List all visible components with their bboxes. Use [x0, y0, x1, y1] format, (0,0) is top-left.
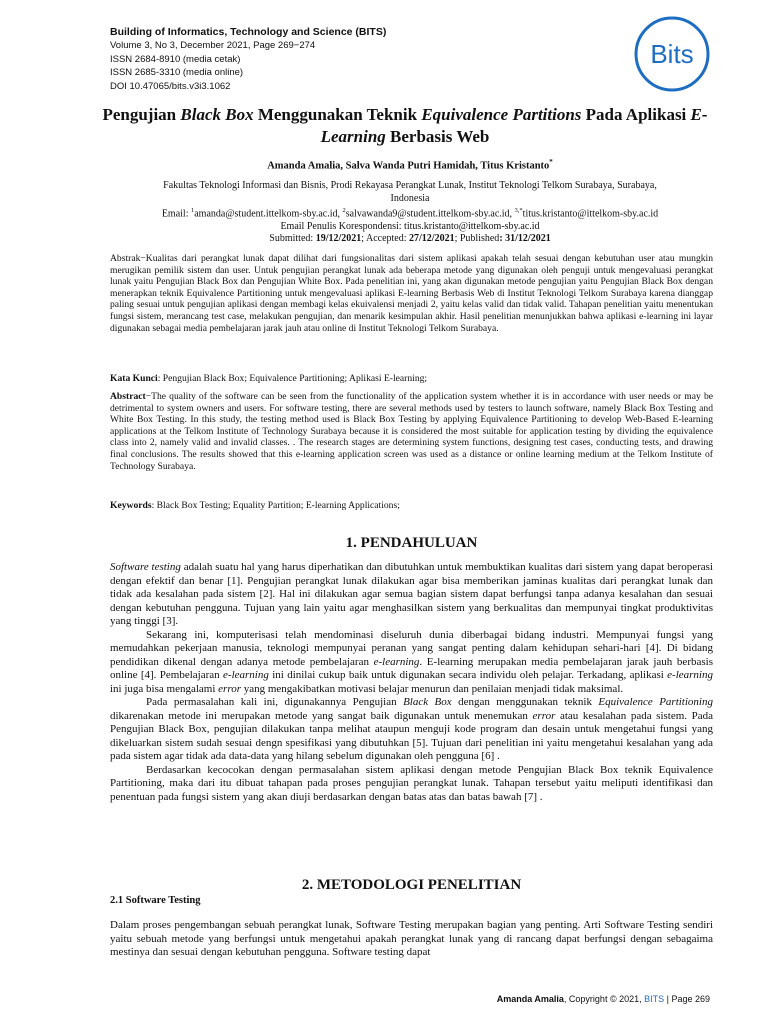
subsection-title: 2.1 Software Testing — [110, 895, 201, 906]
doi: DOI 10.47065/bits.v3i3.1062 — [110, 80, 231, 92]
authors: Amanda Amalia, Salva Wanda Putri Hamidah, Titus Kristanto* — [267, 158, 553, 172]
abstrak-paragraph: Abstrak−Kualitas dari perangkat lunak dapat dilihat dari fungsionalitas dari sistem aplikasi apakah telah sesuai dengan kebutuhan user atau mungkin merugikan pemilik sistem dan user. Untuk pengujian perangkat lunak ada beberapa metode yang digunakan oleh penguji untuk mengevaluasi perangkat lunak yaitu Pengujian Black Box dan Pengujian White Box. Pada penelitian ini, yang akan digunakan metode pengujian yaitu Pengujian Black Box dengan menerapkan teknik Equivalence Partitioning untuk mengevaluasi aplikasi E-learning Berbasis Web di Institut Teknologi Telkom Surabaya karena dianggap paling sesuai untuk pengujian aplikasi dengan membagi kelas ekuivalensi menjadi 2, yaitu kelas valid dan tidak valid. Tahapan penelitian yaitu menentukan fungsi sistem, merancang test case, melakukan pengujian, dan menarik kesimpulan akhir. Hasil penelitian menunjukkan bahwa aplikasi e-learning ini layar digunakan sebagai media pembelajaran jarak jauh atau online di Institut Teknologi Telkom Surabaya. — [110, 253, 713, 334]
paragraph: Dalam proses pengembangan sebuah perangkat lunak, Software Testing merupakan bagian yang penting. Arti Software Testing sendiri yaitu sebuah metode yang berfungsi untuk mengetahui apakah perangkat lunak yang di rancang dapat berfungsi dengan sebagaima mestinya dan sesuai dengan kebutuhan pengguna. Software testing dapat — [110, 919, 713, 958]
journal-name: Building of Informatics, Technology and Science (BITS) — [110, 26, 387, 38]
paragraph: Berdasarkan kecocokan dengan permasalahan sistem aplikasi dengan metode Pengujian Black Box teknik Equivalence Partitioning, maka dari itu dibuat tahapan pada proses pengujian perangkat lunak. Tahapan tersebut yaitu meliputi identifikasi dan penentuan pada fungsi sistem yang akan diuji berdasarkan dengan batas atas dan batas bawah [7] . — [110, 763, 713, 803]
paragraph: Software testing adalah suatu hal yang harus diperhatikan dan dibutuhkan untuk membuktikan kualitas dari sistem yang dapat beroperasi dengan efektif dan benar [1]. Pengujian perangkat lunak dilakukan agar bisa memberikan jaminas kualitas dari perangkat lunak dan tidak ada kesalahan pada sistem [2]. Hal ini dilakukan agar semua bagian sistem dapat berfungsi tanpa adanya kesalahan dan sesuai dengan kebutuhan pengguna. Tujuan yang lain yaitu agar menghasilkan sistem yang berkualitas dan mempunyai tingkat produktivitas yang tinggi [3]. — [110, 561, 713, 627]
author-emails: Email: $^1$amanda@student.ittelkom-sby.ac.id, $^2$salvawanda9@student.ittelkom-sby.ac.id, $^{3,*}$titus.kristanto@ittelkom-sby.ac.id — [161, 207, 659, 220]
journal-volume: Volume 3, No 3, December 2021, Page 269−274 — [110, 40, 316, 51]
section-pendahuluan-body — [110, 561, 713, 804]
page-footer: Amanda Amalia, Copyright © 2021, BITS | Page 269 — [496, 994, 710, 1004]
journal-header — [110, 25, 386, 93]
section-title-pendahuluan: 1. PENDAHULUAN — [345, 535, 478, 551]
paragraph: Pada permasalahan kali ini, digunakannya Pengujian Black Box dengan menggunakan teknik Equivalence Partitioning dikarenakan metode ini merupakan metode yang sangat baik digunakan untuk menemukan error atau kesalahan pada sistem. Pada Pengujian Black Box, pengujian dilakukan tanpa melihat ataupun menguji kode program dan desain untuk mengetahui fungsi yang dikeluarkan sistem sudah sesuai dengn spesifikasi yang dibutuhkan [5]. Tujuan dari penelitian ini yaitu mengetahui kesalahan yang ada pada sistem agar tidak ada data-data yang hilang sebelum digunakan oleh pengguna [6] . — [110, 696, 713, 762]
issn-print: ISSN 2684-8910 (media cetak) — [110, 53, 241, 65]
issn-online: ISSN 2685-3310 (media online) — [110, 67, 244, 79]
keywords: Keywords: Black Box Testing; Equality Partition; E-learning Applications; — [110, 500, 400, 511]
bits-logo — [633, 15, 711, 93]
submission-dates: Submitted: 19/12/2021; Accepted: 27/12/2021; Published: 31/12/2021 — [269, 233, 551, 245]
affiliation-country: Indonesia — [390, 192, 430, 204]
paper-title: Pengujian Black Box Menggunakan Teknik Equivalence Partitions Pada Aplikasi E-Learning Berbasis Web — [102, 105, 708, 146]
affiliation-line: Fakultas Teknologi Informasi dan Bisnis, Prodi Rekayasa Perangkat Lunak, Institut Teknologi Telkom Surabaya, Surabaya, — [163, 180, 657, 191]
affiliation-block — [110, 180, 710, 246]
corresponding-email: Email Penulis Korespondensi: titus.kristanto@ittelkom-sby.ac.id — [280, 220, 540, 232]
logo-text: Bits — [650, 39, 694, 69]
section-title-metodologi: 2. METODOLOGI PENELITIAN — [301, 877, 522, 893]
paragraph: Sekarang ini, komputerisasi telah mendominasi diseluruh dunia diberbagai bidang industri. Mempunyai fungsi yang memudahkan pekerjaan manusia, teknologi mempunyai peranan yang sangat penting dalam kehidupan sehari-hari [4]. Di bidang pendidikan dikenal dengan adanya metode pembelajaran e-learning. E-learning merupakan media pembelajaran jarak jauh berbasis online [4]. Pembelajaran e-learning ini dinilai cukup baik untuk digunakan secara individu oleh pelajar. Terkadang, aplikasi e-learning ini juga bisa mengalami error yang mengakibatkan motivasi belajar menurun dan penilaian menjadi tidak maksimal. — [110, 628, 713, 695]
abstract-paragraph: Abstract−The quality of the software can be seen from the functionality of the application system whether it is in accordance with user needs or may be detrimental to system owners and users. For software testing, there are several methods used by testers to launch software, namely Black Box Testing and White Box Testing. In this study, the testing method used is Black Box Testing by applying Equivalence Partitioning to develop Web-Based E-learning applications at the Telkom Institute of Technology Surabaya because it is considered the most suitable for application testing by dividing the equivalence class into 2, namely valid and invalid classes. . The research stages are determining system functions, designing test cases, conducting tests, and drawing final conclusions. The results showed that this e-learning application screen was used as a distance or online learning medium at the Telkom Institute of Technology Surabaya. — [110, 391, 713, 472]
section-metodologi-body — [110, 919, 713, 960]
kata-kunci: Kata Kunci: Pengujian Black Box; Equivalence Partitioning; Aplikasi E-learning; — [110, 373, 428, 384]
